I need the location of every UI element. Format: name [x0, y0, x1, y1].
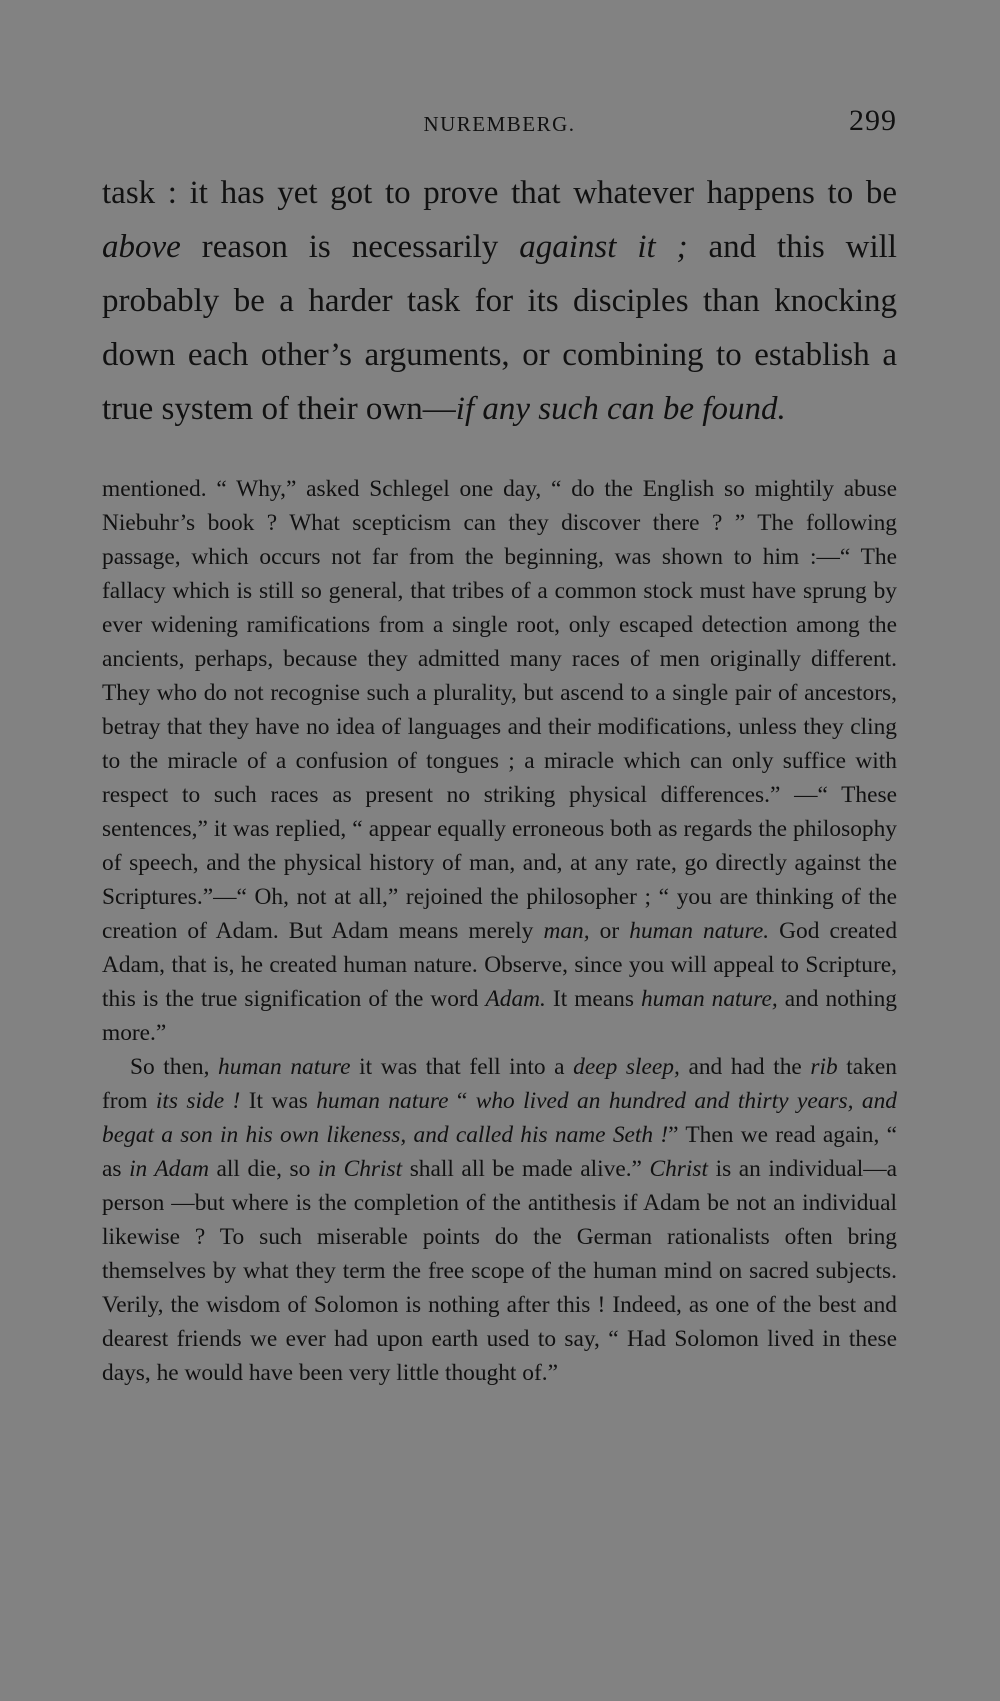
italic-text-run: human nature [218, 1054, 351, 1080]
text-run: and nothing more.” [102, 986, 897, 1046]
text-run: mentioned. “ Why,” asked Schlegel one day, “ do the English so mightily abuse Niebuhr’s book ? What scepticism can they discover there ? ” The following passage, which occurs not far from the beginning, was shown to him :—“ The fallacy which is still so general, that tribes of a common stock must have sprung by ever widening ramifications from a single root, only escaped detection among the ancients, perhaps, because they admitted many races of men originally different. They who do not recognise such a plurality, but ascend to a single pair of ancestors, betray that they have no idea of languages and their modifications, unless they cling to the miracle of a confusion of tongues ; a miracle which can only suffice with respect to such races as present no striking physical differences.” —“ These sentences,” it was replied, “ appear equally erroneous both as regards the philosophy of speech, and the physical history of man, and, at any rate, go directly against the Scriptures.”—“ Oh, not at all,” rejoined the philosopher ; “ you are thinking of the creation of Adam. But Adam means merely [102, 476, 897, 944]
italic-text-run: rib [810, 1054, 838, 1080]
italic-text-run: human nature [316, 1088, 449, 1114]
text-run: or [589, 918, 630, 944]
text-run: So then, [130, 1054, 219, 1080]
text-run: and had the [679, 1054, 811, 1080]
large-type-paragraph [102, 166, 897, 436]
text-run: it was that fell into a [350, 1054, 574, 1080]
text-run: It means [545, 986, 641, 1012]
text-run: all die, so [208, 1156, 318, 1182]
text-run: It was [240, 1088, 317, 1114]
small-type-block [102, 472, 897, 1390]
text-run: is an individual—a person —but where is the completion of the antithesis if Adam be not an individual likewise ? To such miserable points do the German rationalists often bring themselves by what they term the free scope of the human mind on sacred subjects. Verily, the wisdom of Solomon is nothing after this ! Indeed, as one of the best and dearest friends we ever had upon earth used to say, “ Had Solomon lived in these days, he would have been very little thought of.” [102, 1156, 898, 1386]
italic-text-run: human nature, [640, 986, 778, 1012]
text-run: God created Adam, that is, he created human nature. Observe, since you will appeal to Scripture, this is the true signification of the word [102, 918, 898, 1012]
text-run: reason is necessarily [180, 229, 520, 265]
italic-text-run: who lived an hundred and thirty years, and begat a son in his own likeness, and called his name Seth ! [102, 1088, 897, 1148]
body-paragraph-2 [102, 1050, 897, 1390]
italic-text-run: its side ! [155, 1088, 241, 1114]
italic-text-run: deep sleep, [573, 1054, 680, 1080]
book-page [102, 100, 897, 1390]
italic-text-run: if any such can be found. [455, 391, 786, 427]
italic-text-run: against it ; [519, 229, 688, 265]
text-run: and this will probably be a harder task for its disciples than knocking down each other’s arguments, or combining to establish a true system of their own— [102, 229, 897, 427]
italic-text-run: human nature. [629, 918, 770, 944]
italic-text-run: above [102, 229, 181, 265]
page-number: 299 [849, 104, 897, 137]
text-run: shall all be made alive.” [402, 1156, 650, 1182]
text-run: “ [448, 1088, 476, 1114]
text-run: task : it has yet got to prove that whatever happens to be [102, 175, 897, 211]
text-run: taken from [102, 1054, 897, 1114]
text-run: ” Then we read again, “ as [102, 1122, 897, 1182]
italic-text-run: in Adam [129, 1156, 209, 1182]
running-head-title: NUREMBERG. [423, 112, 576, 136]
italic-text-run: man, [543, 918, 590, 944]
italic-text-run: in Christ [317, 1156, 403, 1182]
italic-text-run: Christ [649, 1156, 708, 1182]
italic-text-run: Adam. [485, 986, 546, 1012]
running-header [102, 100, 897, 140]
body-paragraph-1 [102, 472, 897, 1050]
